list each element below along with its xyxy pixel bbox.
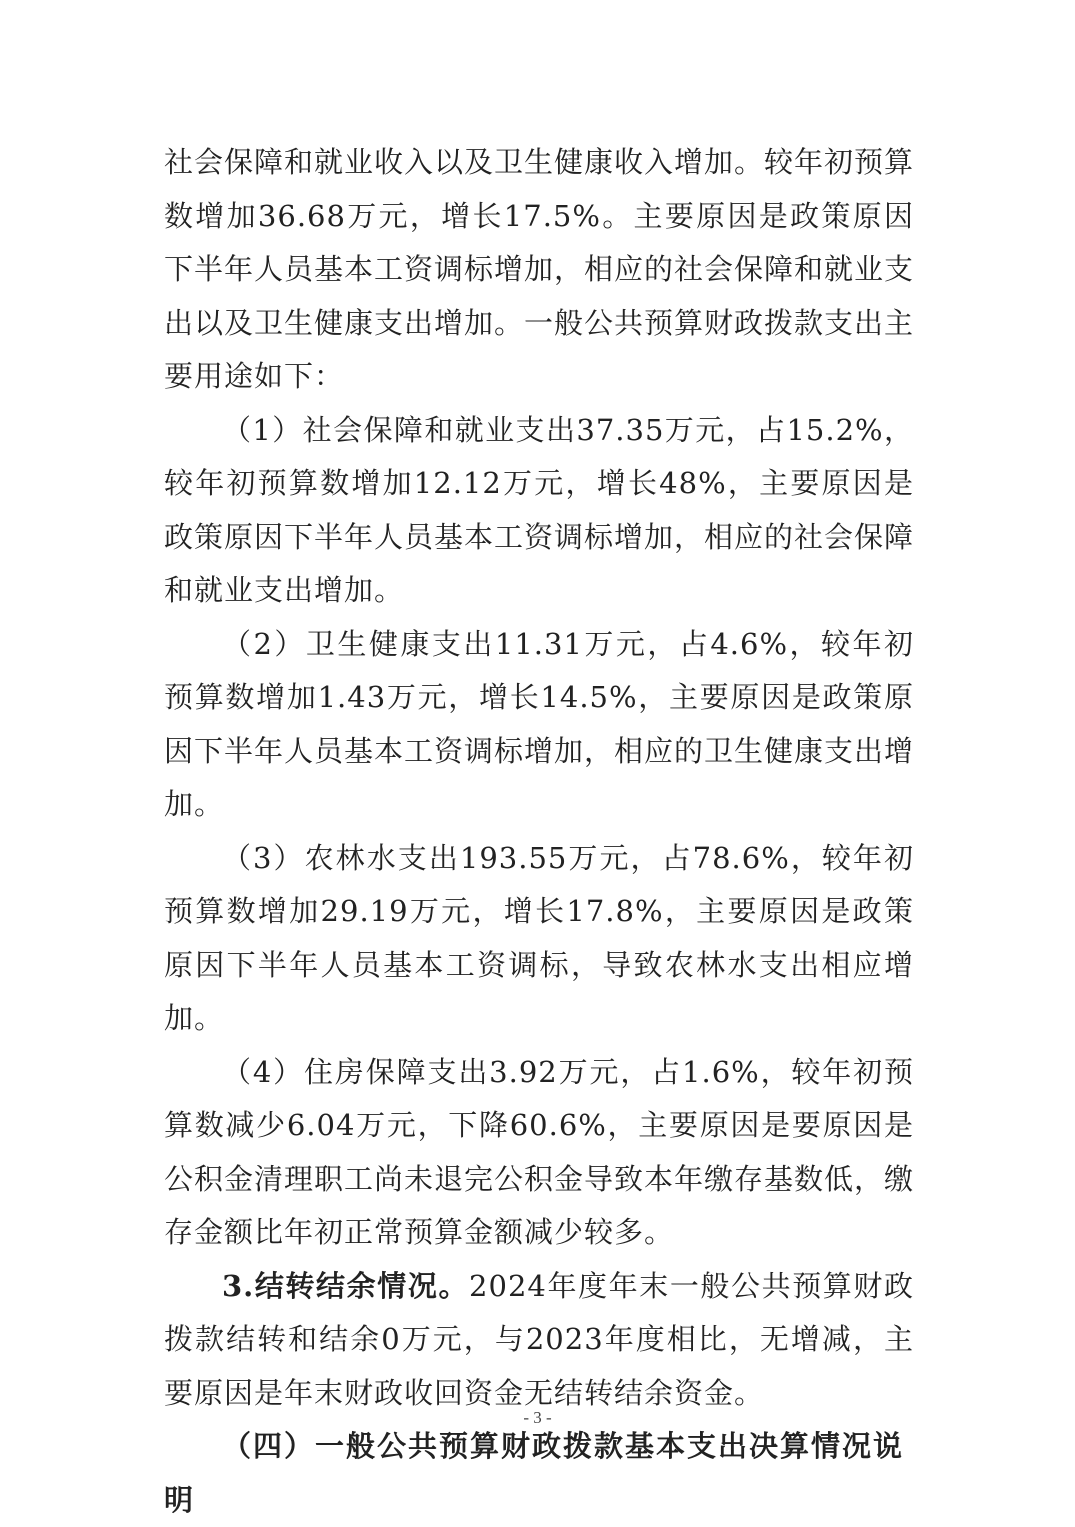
paragraph-income-summary: 社会保障和就业收入以及卫生健康收入增加。较年初预算数增加36.68万元，增长17.5%。主要原因是政策原因下半年人员基本工资调标增加，相应的社会保障和就业支出以及卫生健康支出增加。一般公共预算财政拨款支出主要用途如下： [164, 145, 915, 393]
paragraph-agriculture: （3）农林水支出193.55万元，占78.6%，较年初预算数增加29.19万元，增长17.8%，主要原因是政策原因下半年人员基本工资调标，导致农林水支出相应增加。 [164, 840, 914, 1035]
paragraph-health: （2）卫生健康支出11.31万元，占4.6%，较年初预算数增加1.43万元，增长14.5%，主要原因是政策原因下半年人员基本工资调标增加，相应的卫生健康支出增加。 [164, 626, 915, 821]
carryover-text: 2024年度年末一般公共预算财政拨款结转和结余0万元，与2023年度相比，无增减，主要原因是年末财政收回资金无结转结余资金。 [164, 1268, 914, 1410]
document-body [164, 136, 914, 1527]
page-number: - 3 - [523, 1408, 552, 1427]
paragraph-housing: （4）住房保障支出3.92万元，占1.6%，较年初预算数减少6.04万元，下降60.6%，主要原因是要原因是公积金清理职工尚未退完公积金导致本年缴存基数低，缴存金额比年初正常预算金额减少较多。 [164, 1054, 915, 1249]
paragraph-social-security: （1）社会保障和就业支出37.35万元，占15.2%，较年初预算数增加12.12万元，增长48%，主要原因是政策原因下半年人员基本工资调标增加，相应的社会保障和就业支出增加。 [164, 412, 915, 607]
section-heading: （四）一般公共预算财政拨款基本支出决算情况说明 [164, 1429, 905, 1517]
carryover-lead: 3.结转结余情况。 [222, 1268, 470, 1303]
paragraph-carryover [164, 1260, 914, 1421]
